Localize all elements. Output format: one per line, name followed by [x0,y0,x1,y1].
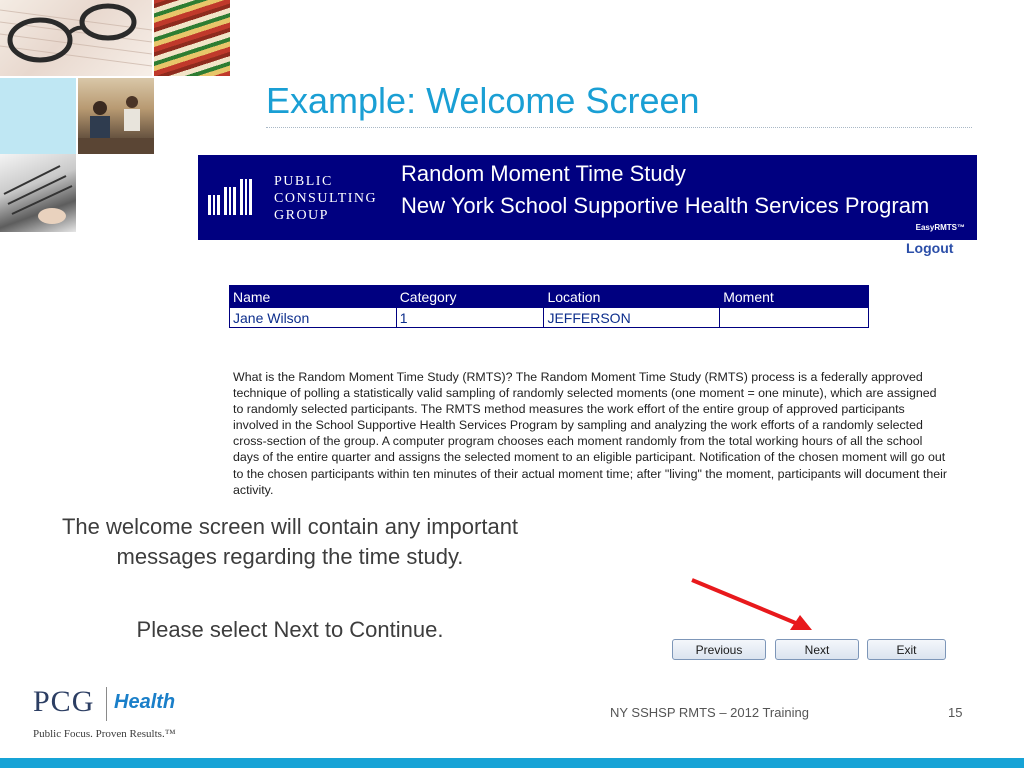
pillars-icon [206,177,268,217]
blue-tile [0,78,76,154]
previous-button[interactable]: Previous [672,639,766,660]
logo-divider [106,687,107,721]
table-row [230,308,869,328]
cell-moment [720,308,869,328]
column-header: Category [396,286,544,308]
footer-caption: NY SSHSP RMTS – 2012 Training [610,705,809,720]
app-header-banner [198,155,977,240]
logo-line: PUBLIC [274,174,333,189]
page-number: 15 [948,705,963,720]
blank-tile [154,78,230,154]
cell-category: 1 [396,308,544,328]
table-header-row [230,286,869,308]
bottom-accent-bar [0,758,1024,768]
pcg-health-logo [33,685,213,745]
logo-line: GROUP [274,208,329,223]
note-continue: Please select Next to Continue. [136,617,444,642]
file-folders-photo [154,0,230,76]
logo-pcg: PCG [33,685,95,718]
pcg-logo-text [274,173,377,224]
rmts-intro-text: What is the Random Moment Time Study (RMTS)? The Random Moment Time Study (RMTS) process is a federally approved technique of polling a statistically valid sampling of randomly selected moments (one moment = one minute), which are assigned to randomly selected participants. The RMTS method measures the work effort of the entire group of approved participants involved in the School Supportive Health Services Program by sampling and analyzing the work efforts of a randomly selected cross-section of the group. A computer program chooses each moment randomly from the total working hours of all the school days of the entire quarter and assigns the selected moment to an eligible participant. Notification of the chosen moment will go out to the chosen participants within ten minutes of their actual moment time; after "living" the moment, participants will document their activity. [233,370,948,497]
column-header: Location [544,286,720,308]
app-title: Random Moment Time Study [401,161,686,186]
logo-line: CONSULTING [274,191,378,206]
office-workers-photo [78,78,154,154]
next-button[interactable]: Next [775,639,859,660]
logout-link[interactable]: Logout [906,240,954,256]
eyeglasses-photo [0,0,152,76]
column-header: Name [230,286,397,308]
logo-health: Health [114,691,176,713]
exit-button[interactable]: Exit [867,639,946,660]
cell-location: JEFFERSON [544,308,720,328]
photo-collage [0,0,230,232]
app-subtitle: New York School Supportive Health Services Program [401,193,930,218]
title-divider [266,127,972,128]
column-header: Moment [720,286,869,308]
pcg-logo [206,173,396,223]
keyboard-photo [0,154,76,232]
logo-tagline: Public Focus. Proven Results.™ [33,728,176,740]
participant-table [229,285,869,328]
cell-name: Jane Wilson [230,308,397,328]
red-arrow-icon [680,570,820,636]
slide-title: Example: Welcome Screen [266,80,700,121]
note-welcome: The welcome screen will contain any important messages regarding the time study. [61,514,519,569]
easyrmts-brand: EasyRMTS™ [915,223,965,232]
